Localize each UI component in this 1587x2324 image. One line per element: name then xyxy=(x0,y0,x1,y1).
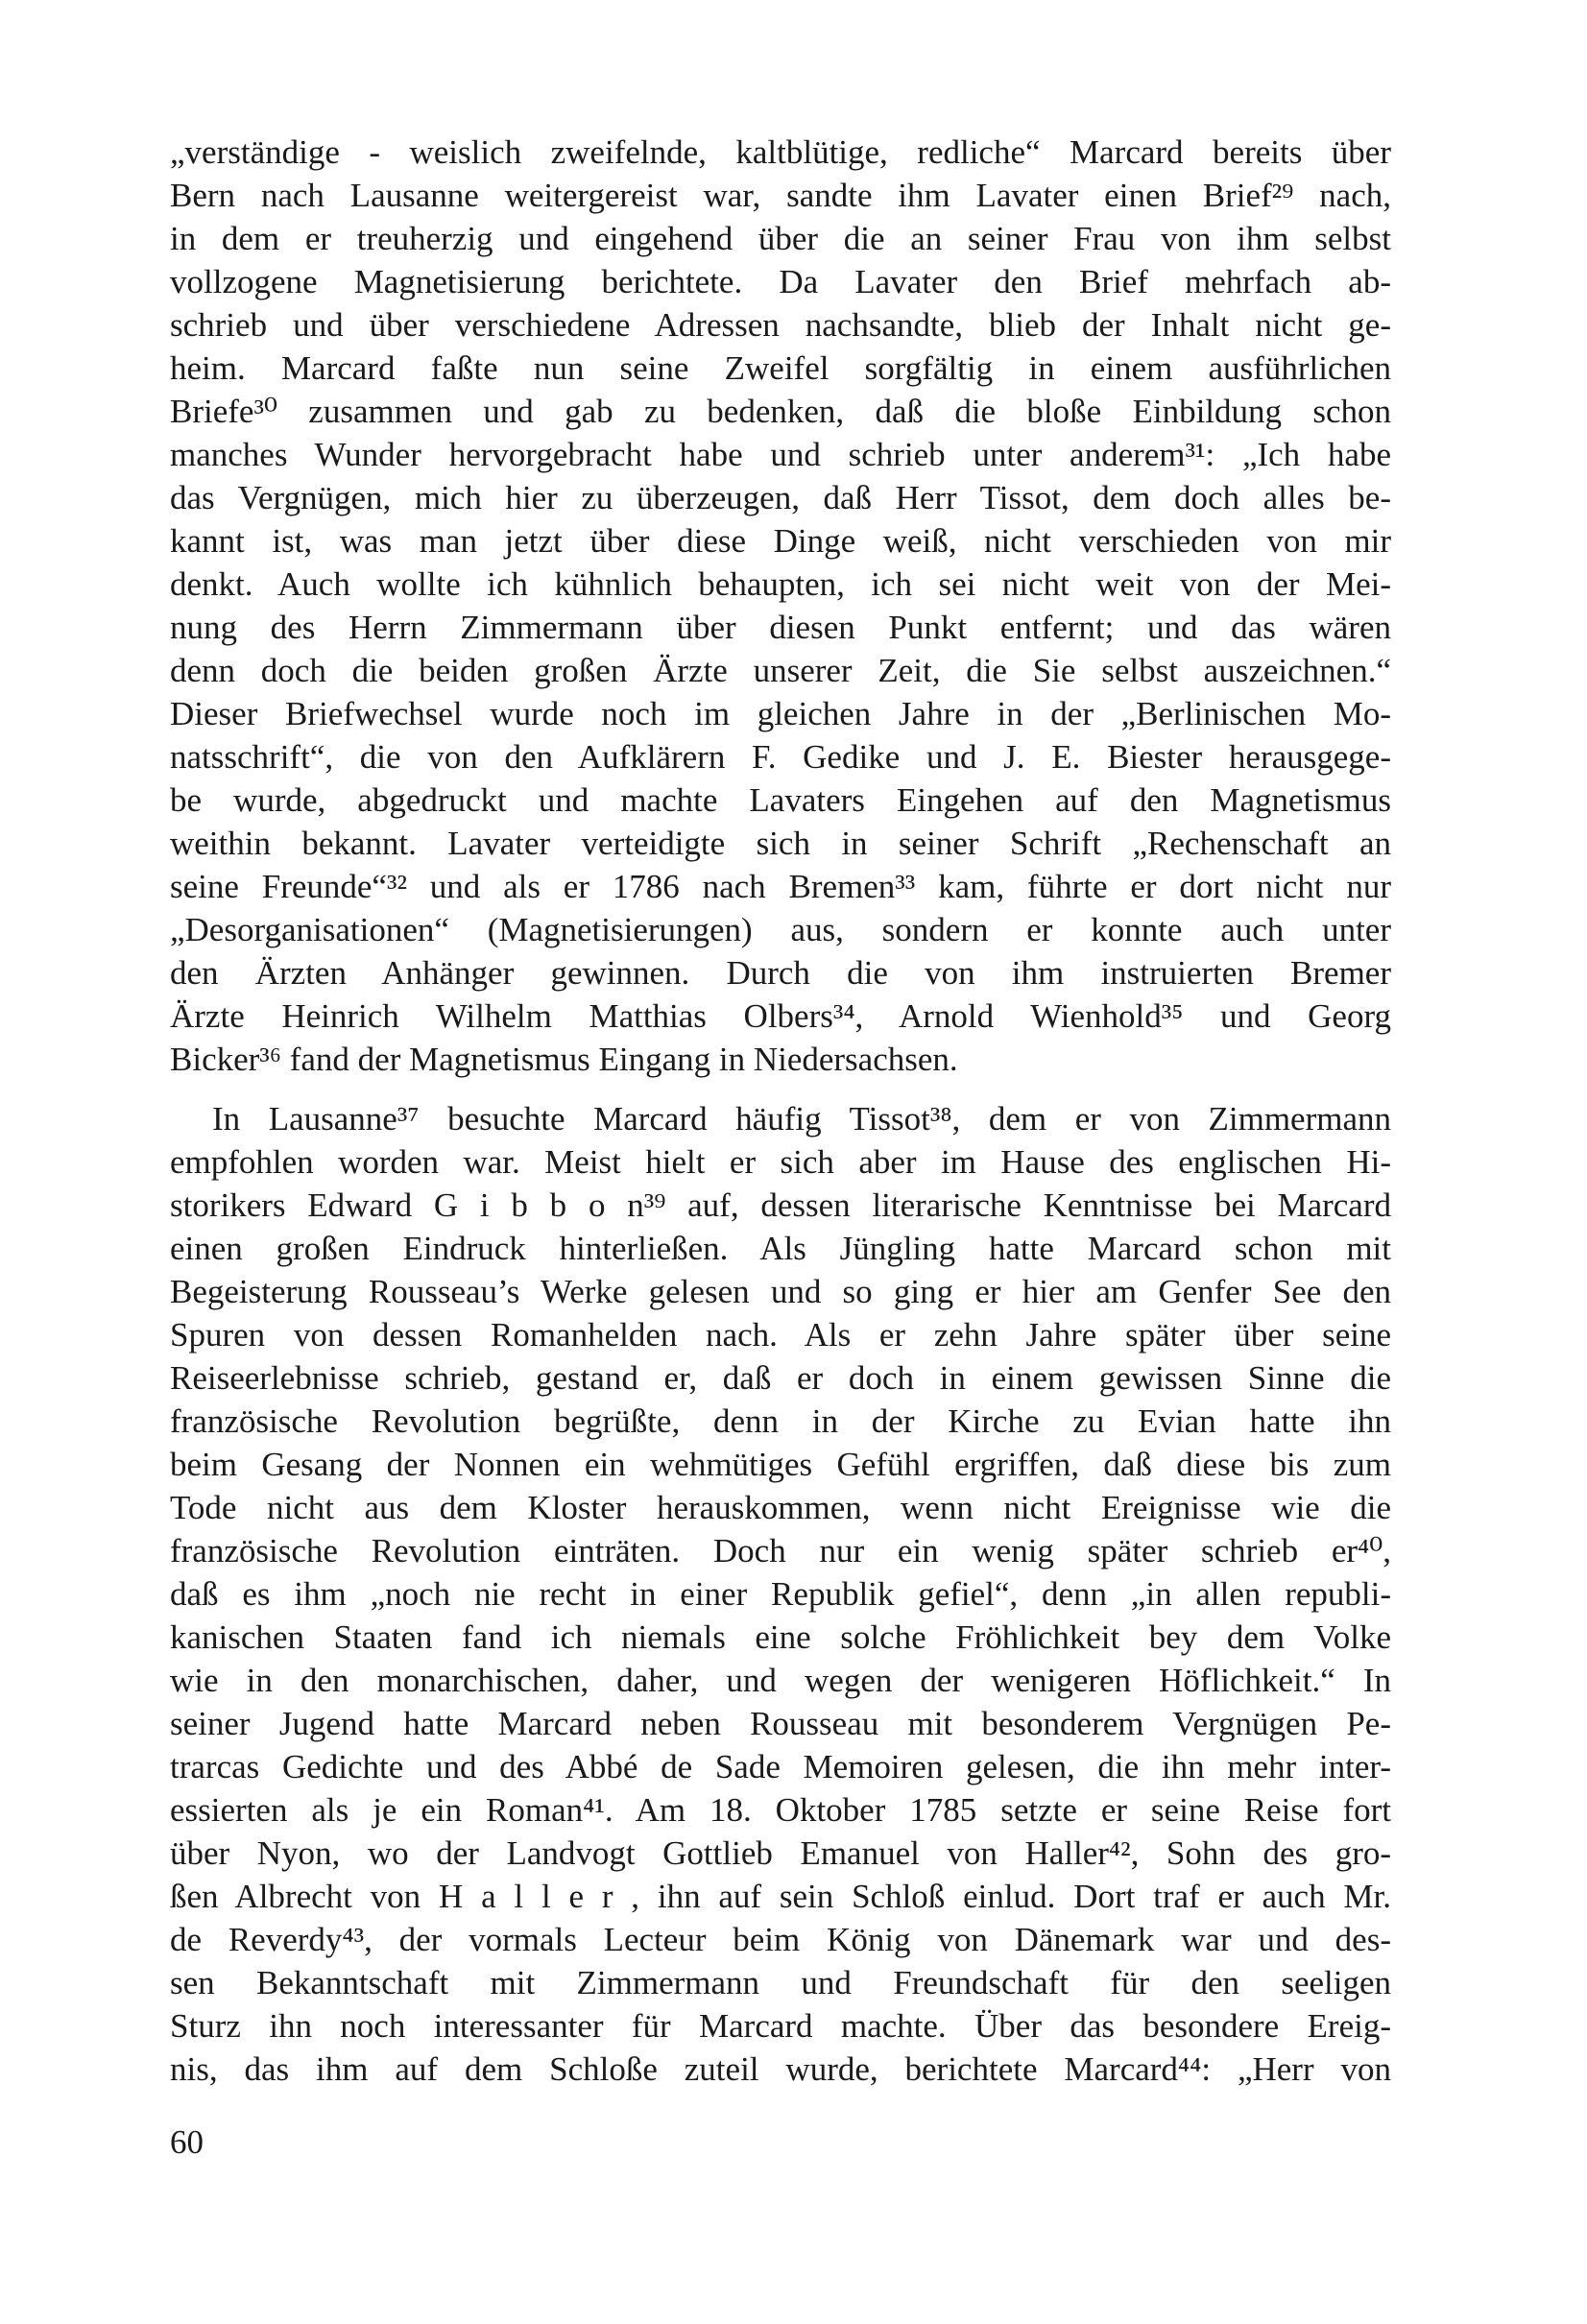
text-line: über Nyon, wo der Landvogt Gottlieb Emanuel von Haller⁴², Sohn des gro- xyxy=(170,1834,1391,1872)
text-line: de Reverdy⁴³, der vormals Lecteur beim König von Dänemark war und des- xyxy=(170,1921,1391,1958)
body-text xyxy=(170,131,1391,2091)
text-line: nis, das ihm auf dem Schloße zuteil wurde, berichtete Marcard⁴⁴: „Herr von xyxy=(170,2050,1391,2088)
text-line: denn doch die beiden großen Ärzte unserer Zeit, die Sie selbst auszeichnen.“ xyxy=(170,652,1391,689)
text-line: manches Wunder hervorgebracht habe und schrieb unter anderem³¹: „Ich habe xyxy=(170,436,1391,473)
text-line: Bern nach Lausanne weitergereist war, sandte ihm Lavater einen Brief²⁹ nach, xyxy=(170,177,1391,214)
text-line: nung des Herrn Zimmermann über diesen Punkt entfernt; und das wären xyxy=(170,609,1391,646)
text-line: essierten als je ein Roman⁴¹. Am 18. Oktober 1785 setzte er seine Reise fort xyxy=(170,1791,1391,1829)
text-line: „Desorganisationen“ (Magnetisierungen) aus, sondern er konnte auch unter xyxy=(170,911,1391,948)
text-line: Dieser Briefwechsel wurde noch im gleichen Jahre in der „Berlinischen Mo- xyxy=(170,695,1391,732)
text-line: sen Bekanntschaft mit Zimmermann und Freundschaft für den seeligen xyxy=(170,1964,1391,2001)
text-line: den Ärzten Anhänger gewinnen. Durch die von ihm instruierten Bremer xyxy=(170,954,1391,992)
paragraph-2 xyxy=(170,1097,1391,2091)
text-line: Sturz ihn noch interessanter für Marcard machte. Über das besondere Ereig- xyxy=(170,2007,1391,2045)
text-line: be wurde, abgedruckt und machte Lavaters Eingehen auf den Magnetismus xyxy=(170,781,1391,819)
text-line: in dem er treuherzig und eingehend über die an seiner Frau von ihm selbst xyxy=(170,220,1391,257)
text-line: heim. Marcard faßte nun seine Zweifel sorgfältig in einem ausführlichen xyxy=(170,349,1391,387)
text-line: Ärzte Heinrich Wilhelm Matthias Olbers³⁴, Arnold Wienhold³⁵ und Georg xyxy=(170,997,1391,1035)
text-line: französische Revolution einträten. Doch nur ein wenig später schrieb er⁴⁰, xyxy=(170,1532,1391,1569)
text-line: Tode nicht aus dem Kloster herauskommen, wenn nicht Ereignisse wie die xyxy=(170,1489,1391,1526)
text-line: seine Freunde“³² und als er 1786 nach Bremen³³ kam, führte er dort nicht nur xyxy=(170,868,1391,905)
text-line: „verständige - weislich zweifelnde, kaltblütige, redliche“ Marcard bereits über xyxy=(170,133,1391,171)
text-line: wie in den monarchischen, daher, und wegen der wenigeren Höflichkeit.“ In xyxy=(170,1662,1391,1699)
text-line: schrieb und über verschiedene Adressen nachsandte, blieb der Inhalt nicht ge- xyxy=(170,306,1391,344)
text-line: beim Gesang der Nonnen ein wehmütiges Gefühl ergriffen, daß diese bis zum xyxy=(170,1446,1391,1483)
text-line: einen großen Eindruck hinterließen. Als Jüngling hatte Marcard schon mit xyxy=(170,1230,1391,1267)
text-line: ßen Albrecht von H a l l e r , ihn auf sein Schloß einlud. Dort traf er auch Mr. xyxy=(170,1878,1391,1915)
text-line: storikers Edward G i b b o n³⁹ auf, dessen literarische Kenntnisse bei Marcard xyxy=(170,1186,1391,1224)
text-line: kanischen Staaten fand ich niemals eine solche Fröhlichkeit bey dem Volke xyxy=(170,1618,1391,1656)
text-line: daß es ihm „noch nie recht in einer Republik gefiel“, denn „in allen republi- xyxy=(170,1575,1391,1613)
text-line: denkt. Auch wollte ich kühnlich behaupten, ich sei nicht weit von der Mei- xyxy=(170,565,1391,603)
text-line: Spuren von dessen Romanhelden nach. Als er zehn Jahre später über seine xyxy=(170,1316,1391,1354)
text-line: das Vergnügen, mich hier zu überzeugen, daß Herr Tissot, dem doch alles be- xyxy=(170,479,1391,516)
text-line: trarcas Gedichte und des Abbé de Sade Memoiren gelesen, die ihn mehr inter- xyxy=(170,1748,1391,1785)
page-number: 60 xyxy=(170,2123,204,2161)
text-line: kannt ist, was man jetzt über diese Dinge weiß, nicht verschieden von mir xyxy=(170,522,1391,560)
text-line: vollzogene Magnetisierung berichtete. Da Lavater den Brief mehrfach ab- xyxy=(170,263,1391,300)
text-line: französische Revolution begrüßte, denn in der Kirche zu Evian hatte ihn xyxy=(170,1402,1391,1440)
text-line: seiner Jugend hatte Marcard neben Rousseau mit besonderem Vergnügen Pe- xyxy=(170,1705,1391,1742)
text-line: empfohlen worden war. Meist hielt er sich aber im Hause des englischen Hi- xyxy=(170,1143,1391,1181)
paragraph-spacer xyxy=(170,1081,1391,1097)
paragraph-1 xyxy=(170,131,1391,1081)
text-line: natsschrift“, die von den Aufklärern F. Gedike und J. E. Biester herausgege- xyxy=(170,738,1391,776)
text-line: Begeisterung Rousseau’s Werke gelesen und so ging er hier am Genfer See den xyxy=(170,1273,1391,1310)
text-line: In Lausanne³⁷ besuchte Marcard häufig Tissot³⁸, dem er von Zimmermann xyxy=(212,1100,1391,1138)
text-line: Briefe³⁰ zusammen und gab zu bedenken, daß die bloße Einbildung schon xyxy=(170,393,1391,430)
text-line: Bicker³⁶ fand der Magnetismus Eingang in Niedersachsen. xyxy=(170,1041,958,1078)
text-line: Reiseerlebnisse schrieb, gestand er, daß er doch in einem gewissen Sinne die xyxy=(170,1359,1391,1397)
text-line: weithin bekannt. Lavater verteidigte sich in seiner Schrift „Rechenschaft an xyxy=(170,825,1391,862)
